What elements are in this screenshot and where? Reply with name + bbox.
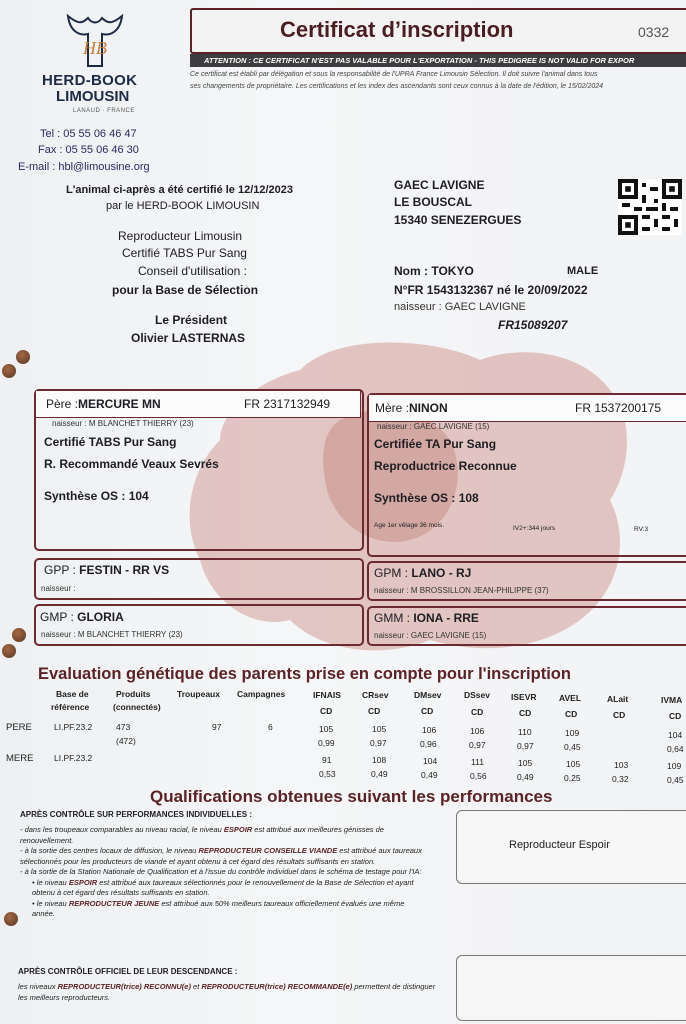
qual-section2-text: les niveaux REPRODUCTEUR(trice) RECONNU(e) et REPRODUCTEUR(trice) RECOMMANDE(e) permettent de distinguer les meilleurs reproducteurs. xyxy=(18,982,436,1002)
th-connectes: (connectés) xyxy=(113,702,161,712)
animal-code: FR15089207 xyxy=(498,318,568,332)
pere-dssev-cd: 0,97 xyxy=(469,740,486,750)
mere-reco: Reproductrice Reconnue xyxy=(374,459,517,473)
owner-line1: GAEC LAVIGNE xyxy=(394,178,485,192)
org-email: E-mail : hbl@limousine.org xyxy=(18,161,150,173)
evaluation-title: Evaluation génétique des parents prise en compte pour l'inscription xyxy=(38,665,571,683)
cert-repro-line: Reproducteur Limousin xyxy=(118,229,243,243)
pere-base: LI.PF.23.2 xyxy=(54,722,93,732)
legal-note-2: ses changements de propriétaire. Les certifications et les index des ascendants sont ceux connus à la date de l'édition, le 15/02/2024 xyxy=(190,83,604,90)
president-label: Le Président xyxy=(155,313,228,327)
gpm-breeder: naisseur : M BROSSILLON JEAN-PHILIPPE (37) xyxy=(374,586,549,595)
org-tel: Tel : 05 55 06 46 47 xyxy=(40,128,137,140)
pere-produits: 473 xyxy=(116,722,131,732)
th-produits: Produits xyxy=(116,689,151,699)
mere-age-velage: Age 1er vêlage 36 mois. xyxy=(374,522,445,529)
th-crsev: CRsev xyxy=(362,690,389,700)
qual-box1-value: Reproducteur Espoir xyxy=(509,839,610,851)
gmm-label: GMM : IONA - RRE xyxy=(374,611,479,625)
mere-rv: RV:3 xyxy=(634,526,649,533)
mere-isevr-cd: 0,49 xyxy=(517,772,534,782)
qual-p2: - à la sortie des centres locaux de diffusion, le niveau REPRODUCTEUR CONSEILLE VIANDE est attribué aux taureaux sélectionnés pour les producteurs de viande et ayant obtenu à cet égard des résultats suffisants en station. xyxy=(20,846,422,866)
pere-dssev: 106 xyxy=(470,726,485,736)
th-base: Base de xyxy=(56,689,89,699)
th-reference: référence xyxy=(51,702,90,712)
mere-synthese: Synthèse OS : 108 xyxy=(374,491,479,505)
pere-troupeaux: 97 xyxy=(212,722,222,732)
mere-ivv: IV2+:344 jours xyxy=(513,525,556,532)
qual-section1-text xyxy=(20,825,428,920)
pere-ifnais-cd: 0,99 xyxy=(318,738,335,748)
th-ivma-cd: CD xyxy=(669,711,682,721)
mere-dmsev-cd: 0,49 xyxy=(421,770,438,780)
pere-avel-cd: 0,45 xyxy=(564,742,581,752)
th-troupeaux: Troupeaux xyxy=(177,689,220,699)
th-ifnais-cd: CD xyxy=(320,706,333,716)
cert-base-line: pour la Base de Sélection xyxy=(112,283,259,297)
svg-text:HB: HB xyxy=(83,38,107,58)
th-isevr: ISEVR xyxy=(511,692,537,702)
th-avel-cd: CD xyxy=(565,709,578,719)
qr-code-icon xyxy=(618,178,682,236)
mere-crsev-cd: 0,49 xyxy=(371,769,388,779)
mere-breeder: naisseur : GAEC LAVIGNE (15) xyxy=(377,422,490,431)
mere-cert: Certifiée TA Pur Sang xyxy=(374,437,497,451)
qual-p3: - à la sortie de la Station Nationale de Qualification et à l'issue du contrôle individuel dans le schéma de testage pour l'IA: xyxy=(20,867,422,876)
row-pere-label: PERE xyxy=(6,722,32,733)
gmp-breeder: naisseur : M BLANCHET THIERRY (23) xyxy=(41,630,183,639)
mere-ivma-cd: 0,45 xyxy=(667,775,684,785)
org-fax: Fax : 05 55 06 46 30 xyxy=(38,144,139,156)
animal-name: Nom : TOKYO xyxy=(394,264,474,278)
th-dssev-cd: CD xyxy=(471,707,484,717)
th-avel: AVEL xyxy=(559,693,582,703)
th-campagnes: Campagnes xyxy=(237,689,286,699)
qual-p4: • le niveau ESPOIR est attribué aux taureaux sélectionnés pour le renouvellement de la Base de Sélection et ayant obtenu à cet égard des résultats suffisants en station. xyxy=(32,877,414,897)
th-dmsev-cd: CD xyxy=(421,706,434,716)
animal-sex: MALE xyxy=(567,265,599,277)
mere-crsev: 108 xyxy=(372,755,387,765)
org-name-line1: HERD-BOOK xyxy=(42,72,138,89)
pere-synthese: Synthèse OS : 104 xyxy=(44,489,149,503)
th-alait: ALait xyxy=(607,694,629,704)
mere-avel-cd: 0,25 xyxy=(564,773,581,783)
th-alait-cd: CD xyxy=(613,710,626,720)
cert-date-line: L'animal ci-après a été certifié le 12/12/2023 xyxy=(66,184,294,196)
mere-alait: 103 xyxy=(614,760,629,770)
pere-cert: Certifié TABS Pur Sang xyxy=(44,435,177,449)
qual-box-descendance xyxy=(456,955,686,1021)
mere-dmsev: 104 xyxy=(423,756,438,766)
pere-crsev: 105 xyxy=(372,724,387,734)
th-dssev: DSsev xyxy=(464,690,490,700)
mere-avel: 105 xyxy=(566,759,581,769)
mere-base: LI.PF.23.2 xyxy=(54,753,93,763)
pere-isevr-cd: 0,97 xyxy=(517,741,534,751)
pere-ivma-cd: 0,64 xyxy=(667,744,684,754)
th-crsev-cd: CD xyxy=(368,706,381,716)
legal-note-1: Ce certificat est établi par délégation et sous la responsabilité de l'UPRA France Limousin Sélection. Il doit suivre l'animal dans tous xyxy=(190,71,598,78)
pere-ifnais: 105 xyxy=(319,724,334,734)
pere-crsev-cd: 0,97 xyxy=(370,738,387,748)
cert-conseil-line: Conseil d'utilisation : xyxy=(138,264,248,278)
pere-connectes: (472) xyxy=(116,736,136,746)
pere-isevr: 110 xyxy=(518,727,532,737)
mere-ifnais: 91 xyxy=(322,755,332,765)
gmm-breeder: naisseur : GAEC LAVIGNE (15) xyxy=(374,631,487,640)
th-dmsev: DMsev xyxy=(414,690,442,700)
owner-line2: LE BOUSCAL xyxy=(394,195,472,209)
animal-breeder: naisseur : GAEC LAVIGNE xyxy=(394,301,526,313)
pere-name: MERCURE MN xyxy=(78,397,161,411)
gpp-name: FESTIN - RR VS xyxy=(79,563,170,577)
mere-ifnais-cd: 0,53 xyxy=(319,769,336,779)
cert-by-line: par le HERD-BOOK LIMOUSIN xyxy=(106,200,260,212)
th-ivma: IVMA xyxy=(661,695,683,705)
pere-id: FR 2317132949 xyxy=(244,397,331,411)
pere-avel: 109 xyxy=(565,728,580,738)
mere-alait-cd: 0,32 xyxy=(612,774,629,784)
pere-label: Père :MERCURE MN xyxy=(46,397,161,411)
mere-label: Mère :NINON xyxy=(375,401,448,415)
pere-ivma: 104 xyxy=(668,730,683,740)
th-isevr-cd: CD xyxy=(519,708,532,718)
mere-id: FR 1537200175 xyxy=(575,401,662,415)
binder-pin-icon xyxy=(2,364,16,378)
gpp-breeder: naisseur : xyxy=(41,584,76,593)
mere-ivma: 109 xyxy=(667,761,682,771)
animal-id-birth: N°FR 1543132367 né le 20/09/2022 xyxy=(394,283,588,297)
page-title: Certificat d’inscription xyxy=(280,17,514,42)
org-name-line2: LIMOUSIN xyxy=(56,88,130,105)
gpm-label: GPM : LANO - RJ xyxy=(374,566,472,580)
mere-dssev-cd: 0,56 xyxy=(470,771,487,781)
gmm-name: IONA - RRE xyxy=(413,611,479,625)
binder-pin-icon xyxy=(4,912,18,926)
org-subtitle: LANAUD · FRANCE xyxy=(73,108,135,114)
gmp-label: GMP : GLORIA xyxy=(40,610,124,624)
th-ifnais: IFNAIS xyxy=(313,690,341,700)
serial-number: 0332 xyxy=(638,24,670,40)
binder-pin-icon xyxy=(12,628,26,642)
qual-p1: - dans les troupeaux comparables au niveau racial, le niveau ESPOIR est attribué aux meilleures génisses de renouvellement. xyxy=(20,825,384,845)
pere-campagnes: 6 xyxy=(268,722,273,732)
mere-dssev: 111 xyxy=(471,757,484,767)
qual-p5: • le niveau REPRODUCTEUR JEUNE est attribué aux 50% meilleurs taureaux officiellement évalués une même année. xyxy=(32,898,405,918)
binder-pin-icon xyxy=(2,644,16,658)
pere-dmsev-cd: 0,96 xyxy=(420,739,437,749)
herdbook-logo-icon xyxy=(62,10,128,70)
gmp-name: GLORIA xyxy=(77,610,124,624)
owner-line3: 15340 SENEZERGUES xyxy=(394,213,522,227)
mere-name: NINON xyxy=(409,401,448,415)
attention-banner: ATTENTION : CE CERTIFICAT N'EST PAS VALABLE POUR L'EXPORTATION - THIS PEDIGREE IS NOT VALID FOR EXPOR xyxy=(190,54,686,67)
cert-tabs-line: Certifié TABS Pur Sang xyxy=(122,246,247,260)
binder-pin-icon xyxy=(16,350,30,364)
row-mere-label: MERE xyxy=(6,753,34,764)
qual-section2-title: APRÈS CONTRÔLE OFFICIEL DE LEUR DESCENDANCE : xyxy=(18,967,238,976)
pere-reco: R. Recommandé Veaux Sevrés xyxy=(44,457,219,471)
pere-breeder: naisseur : M BLANCHET THIERRY (23) xyxy=(52,419,194,428)
qualifications-title: Qualifications obtenues suivant les performances xyxy=(150,787,553,806)
gpm-name: LANO - RJ xyxy=(411,566,472,580)
gpp-label: GPP : FESTIN - RR VS xyxy=(44,563,170,577)
president-name: Olivier LASTERNAS xyxy=(131,331,246,345)
qual-section1-title: APRÈS CONTRÔLE SUR PERFORMANCES INDIVIDUELLES : xyxy=(20,810,253,819)
mere-isevr: 105 xyxy=(518,758,533,768)
pere-dmsev: 106 xyxy=(422,725,437,735)
